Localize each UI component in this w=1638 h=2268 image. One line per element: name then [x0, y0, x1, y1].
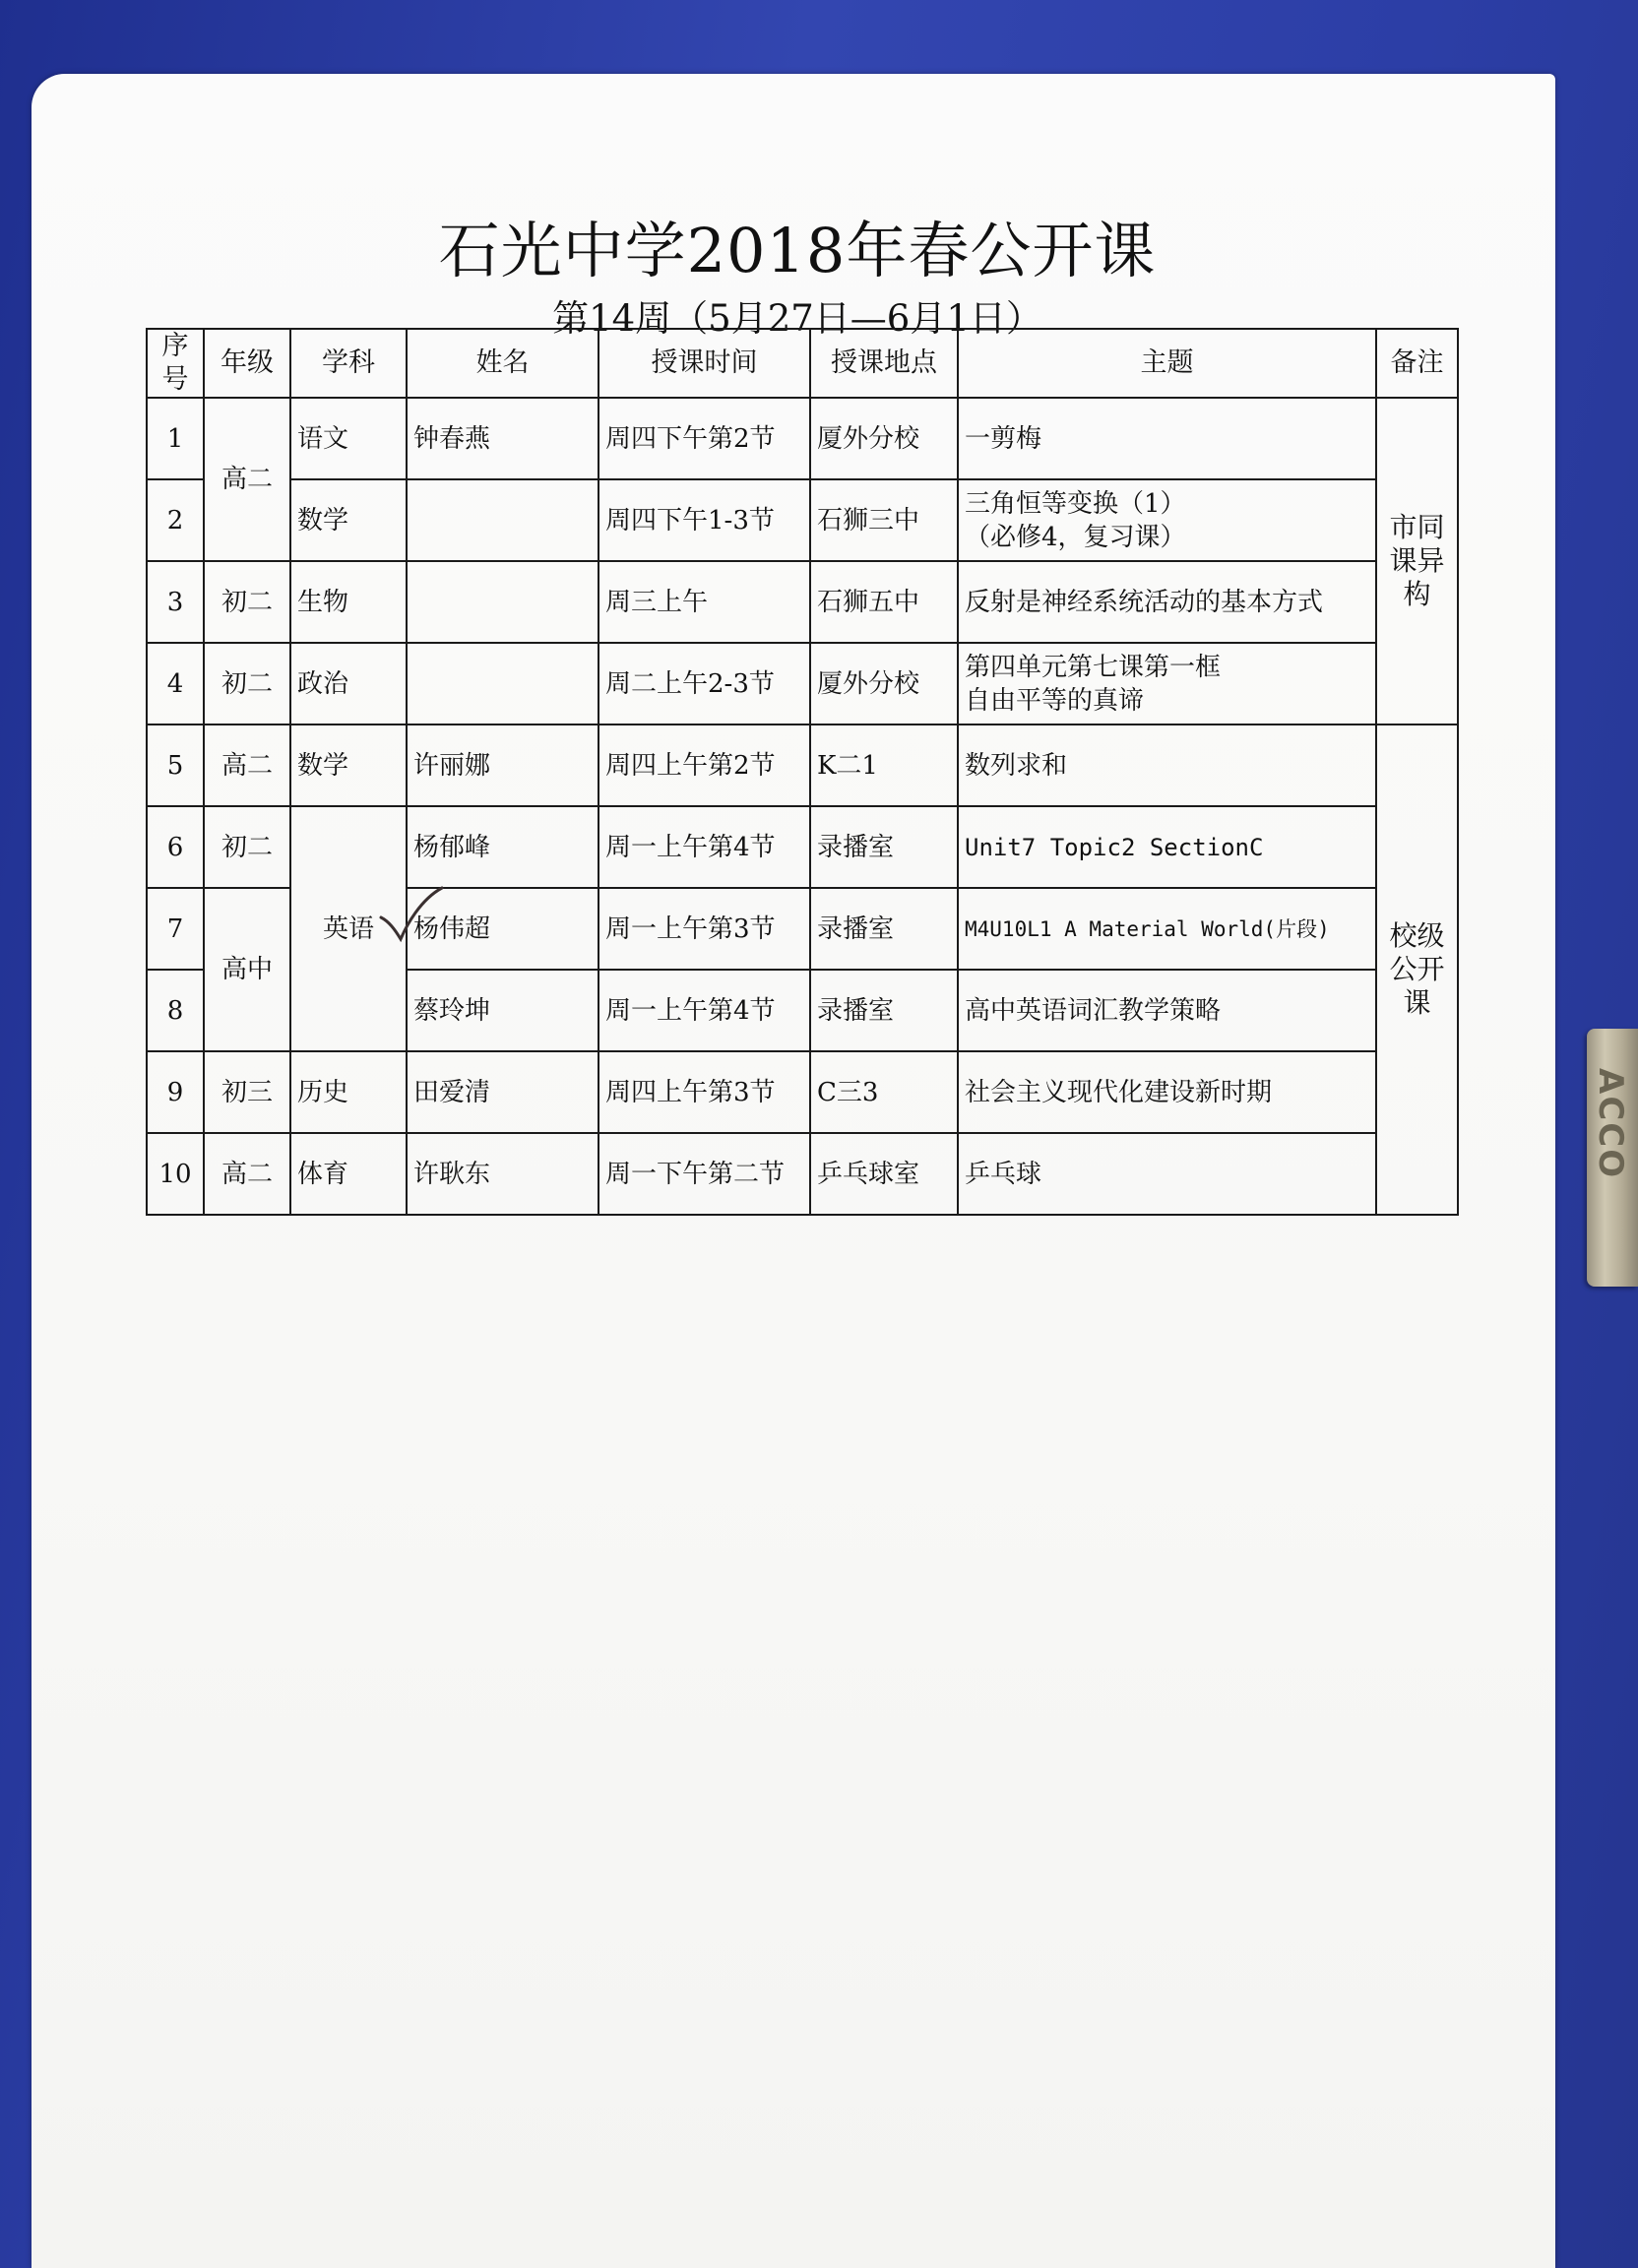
clip-brand-text: ACCO: [1591, 1068, 1630, 1180]
cell-place: 石狮五中: [810, 561, 958, 643]
cell-time: 周四上午第3节: [598, 1051, 810, 1133]
cell-topic: 乒乓球: [958, 1133, 1376, 1215]
table-header-row: [147, 329, 1458, 398]
cell-time: 周一上午第4节: [598, 806, 810, 888]
cell-subject: 数学: [290, 479, 407, 561]
cell-topic: [958, 643, 1376, 724]
cell-no: 7: [147, 888, 204, 970]
cell-subject: 历史: [290, 1051, 407, 1133]
cell-place: 录播室: [810, 888, 958, 970]
header-place: 授课地点: [810, 329, 958, 398]
handwritten-checkmark-icon: [377, 882, 456, 951]
cell-no: 2: [147, 479, 204, 561]
cell-time: 周四上午第2节: [598, 724, 810, 806]
cell-name: [407, 643, 598, 724]
cell-place: K二1: [810, 724, 958, 806]
header-topic: 主题: [958, 329, 1376, 398]
cell-name: [407, 479, 598, 561]
header-grade: 年级: [204, 329, 290, 398]
cell-place: 石狮三中: [810, 479, 958, 561]
cell-time: 周一上午第3节: [598, 888, 810, 970]
cell-subject: 生物: [290, 561, 407, 643]
cell-no: 10: [147, 1133, 204, 1215]
cell-name: [407, 561, 598, 643]
table-row: [147, 643, 1458, 724]
cell-place: 录播室: [810, 806, 958, 888]
cell-place: 厦外分校: [810, 643, 958, 724]
cell-topic: 数列求和: [958, 724, 1376, 806]
schedule-table: [146, 328, 1459, 1216]
cell-place: C三3: [810, 1051, 958, 1133]
cell-topic: 一剪梅: [958, 398, 1376, 479]
cell-topic: Unit7 Topic2 SectionC: [958, 806, 1376, 888]
cell-time: 周二上午2-3节: [598, 643, 810, 724]
cell-topic: [958, 479, 1376, 561]
cell-no: 4: [147, 643, 204, 724]
topic-line-1: 三角恒等变换（1）: [965, 488, 1186, 519]
cell-no: 9: [147, 1051, 204, 1133]
cell-grade: 初二: [204, 643, 290, 724]
table-row: [147, 724, 1458, 806]
cell-name: 杨郁峰: [407, 806, 598, 888]
cell-subject: 体育: [290, 1133, 407, 1215]
header-name: 姓名: [407, 329, 598, 398]
cell-time: 周四下午1-3节: [598, 479, 810, 561]
cell-remark-city: 市同课异构: [1376, 398, 1458, 724]
cell-topic: 社会主义现代化建设新时期: [958, 1051, 1376, 1133]
cell-place: 乒乓球室: [810, 1133, 958, 1215]
cell-name: 许丽娜: [407, 724, 598, 806]
table-row: [147, 479, 1458, 561]
topic-line-1: 第四单元第七课第一框: [965, 652, 1222, 682]
header-time: 授课时间: [598, 329, 810, 398]
table-row: [147, 806, 1458, 888]
table-row: [147, 1133, 1458, 1215]
cell-topic: 反射是神经系统活动的基本方式: [958, 561, 1376, 643]
cell-time: 周四下午第2节: [598, 398, 810, 479]
cell-grade: 初三: [204, 1051, 290, 1133]
header-no: 序号: [147, 329, 204, 398]
cell-grade: 初二: [204, 806, 290, 888]
cell-no: 6: [147, 806, 204, 888]
cell-topic: 高中英语词汇教学策略: [958, 970, 1376, 1051]
cell-grade: 高二: [204, 724, 290, 806]
cell-subject: 英语: [290, 806, 407, 1051]
topic-line-2: （必修4，复习课）: [965, 522, 1186, 552]
cell-grade: 高二: [204, 1133, 290, 1215]
topic-line-2: 自由平等的真谛: [965, 685, 1145, 716]
cell-name: 田爱清: [407, 1051, 598, 1133]
cell-place: 录播室: [810, 970, 958, 1051]
document-subtitle: 第14周（5月27日—6月1日）: [552, 297, 1042, 340]
cell-no: 5: [147, 724, 204, 806]
cell-place: 厦外分校: [810, 398, 958, 479]
table-row: [147, 561, 1458, 643]
cell-name: 蔡玲坤: [407, 970, 598, 1051]
cell-subject: 语文: [290, 398, 407, 479]
document-title: 石光中学2018年春公开课: [438, 215, 1157, 286]
cell-remark-school: 校级公开课: [1376, 724, 1458, 1215]
cell-time: 周三上午: [598, 561, 810, 643]
cell-name: 钟春燕: [407, 398, 598, 479]
cell-subject: 数学: [290, 724, 407, 806]
header-subject: 学科: [290, 329, 407, 398]
cell-time: 周一上午第4节: [598, 970, 810, 1051]
cell-subject: 政治: [290, 643, 407, 724]
binder-clip: [1587, 1029, 1638, 1287]
cell-topic: M4U10L1 A Material World(片段): [958, 888, 1376, 970]
cell-grade: 高中: [204, 888, 290, 1051]
cell-grade: 初二: [204, 561, 290, 643]
cell-name: 许耿东: [407, 1133, 598, 1215]
cell-grade: 高二: [204, 398, 290, 561]
cell-time: 周一下午第二节: [598, 1133, 810, 1215]
cell-no: 1: [147, 398, 204, 479]
table-row: [147, 1051, 1458, 1133]
cell-no: 8: [147, 970, 204, 1051]
table-row: [147, 398, 1458, 479]
header-remark: 备注: [1376, 329, 1458, 398]
cell-no: 3: [147, 561, 204, 643]
cell-name: 杨伟超: [407, 888, 598, 970]
